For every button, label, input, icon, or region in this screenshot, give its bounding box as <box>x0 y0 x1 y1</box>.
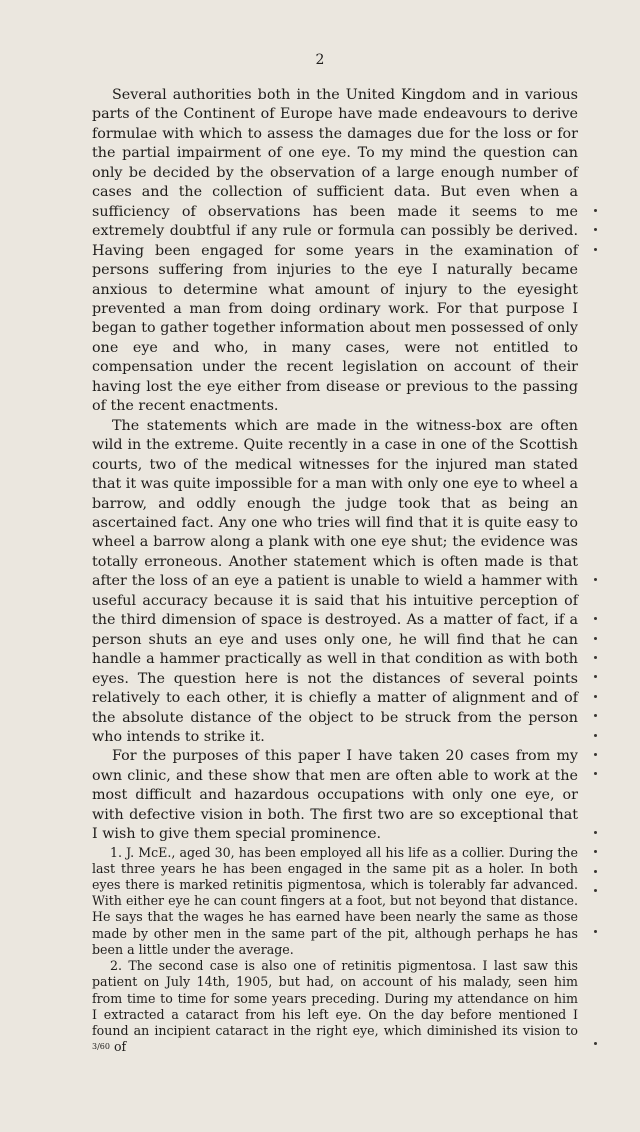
margin-mark <box>594 228 597 231</box>
margin-mark <box>594 695 597 698</box>
margin-mark <box>594 248 597 251</box>
paragraph-intro: Several authorities both in the United Kingdom and in various parts of the Continent of Europe have made endeavours to derive formulae with which to assess the damages due for the loss or for the partial impairment of one eye. To my mind the question can only be decided by the observation of a large enough number of cases and the collection of sufficient data. But even when a sufficiency of observations has been made it seems to me extremely doubtful if any rule or formula can possibly be derived. Having been engaged for some years in the examination of persons suffering from injuries to the eye I naturally became anxious to determine what amount of injury to the eyesight prevented a man from doing ordinary work. For that purpose I began to gather together information about men possessed of only one eye and who, in many cases, were not entitled to compensation under the recent legislation on account of their having lost the eye either from disease or previous to the passing of the recent enactments. <box>92 87 578 415</box>
body-text <box>92 86 578 1055</box>
margin-mark <box>594 734 597 737</box>
margin-mark <box>594 714 597 717</box>
margin-mark <box>594 675 597 678</box>
case-2-vision-fraction: 3/60 <box>92 1042 110 1052</box>
case-2 <box>92 958 578 1055</box>
margin-mark <box>594 889 597 892</box>
margin-marks <box>590 0 610 1132</box>
margin-mark <box>594 656 597 659</box>
margin-mark <box>594 617 597 620</box>
margin-mark <box>594 578 597 581</box>
case-2-tail: of <box>109 1039 127 1055</box>
case-2-text: 2. The second case is also one of retinitis pigmentosa. I last saw this patient on July 14th, 1905, but had, on account of his malady, seen him from time to time for some years preceding. During my attendance on him I extracted a cataract from his left eye. On the day before mentioned I found an incipient cataract in the right eye, which diminished its vision to <box>92 958 578 1038</box>
margin-mark <box>594 1042 597 1045</box>
paragraph-witness-statements: The statements which are made in the witness-box are often wild in the extreme. Quite recently in a case in one of the Scottish courts, two of the medical witnesses for the injured man stated that it was quite impossible for a man with only one eye to wheel a barrow, and oddly enough the judge took that as being an ascertained fact. Any one who tries will find that it is quite easy to wheel a barrow along a plank with one eye shut; the evidence was totally erroneous. Another statement which is often made is that after the loss of an eye a patient is unable to wield a hammer with useful accuracy because it is said that his intuitive perception of the third dimension of space is destroyed. As a matter of fact, if a person shuts an eye and uses only one, he will find that he can handle a hammer practically as well in that condition as with both eyes. The question here is not the distances of several points relatively to each other, it is chiefly a matter of alignment and of the absolute distance of the object to be struck from the person who intends to strike it. <box>92 417 578 745</box>
margin-mark <box>594 831 597 834</box>
margin-mark <box>594 637 597 640</box>
margin-mark <box>594 209 597 212</box>
margin-mark <box>594 870 597 873</box>
margin-mark <box>594 772 597 775</box>
margin-mark <box>594 753 597 756</box>
case-1: 1. J. McE., aged 30, has been employed all his life as a collier. During the last three years he has been engaged in the same pit as a holer. In both eyes there is marked retinitis pigmentosa, which is tolerably far advanced. With either eye he can count fingers at a foot, but not beyond that distance. He says that the wages he has earned have been nearly the same as those made by other men in the same part of the pit, although perhaps he has been a little under the average. <box>92 844 578 957</box>
margin-mark <box>594 930 597 933</box>
margin-mark <box>594 850 597 853</box>
page-number: 2 <box>315 52 325 68</box>
paragraph-cases-overview: For the purposes of this paper I have taken 20 cases from my own clinic, and these show that men are often able to work at the most difficult and hazardous occupations with only one eye, or with defective vision in both. The first two are so exceptional that I wish to give them special prominence. <box>92 748 578 843</box>
